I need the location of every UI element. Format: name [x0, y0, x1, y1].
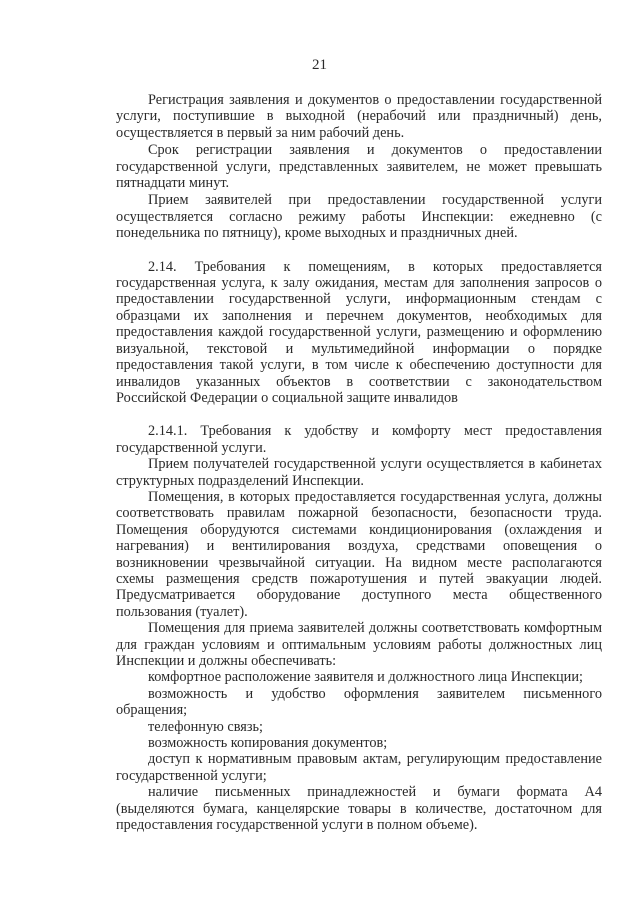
document-body	[116, 92, 602, 833]
paragraph-premises-provide: Помещения для приема заявителей должны соответствовать комфортным для граждан условиям и оптимальным условиям работы должностных лиц Инспекции и должны обеспечивать:	[116, 620, 602, 669]
paragraph-reception-offices: Прием получателей государственной услуги осуществляется в кабинетах структурных подразделений Инспекции.	[116, 456, 602, 489]
paragraph-registration-time: Срок регистрации заявления и документов о предоставлении государственной услуги, представленных заявителем, не может превышать пятнадцати минут.	[116, 142, 602, 192]
paragraph-premises-requirements: Помещения, в которых предоставляется государственная услуга, должны соответствовать правилам пожарной безопасности, безопасности труда. Помещения оборудуются системами кондиционирования (охлаждения и нагревания) и вентилирования воздуха, средствами оповещения о возникновении чрезвычайной ситуации. На видном месте располагаются схемы размещения средств пожаротушения и путей эвакуации людей. Предусматривается оборудование доступного места общественного пользования (туалет).	[116, 488, 602, 620]
paragraph-registration-weekend: Регистрация заявления и документов о предоставлении государственной услуги, поступившие в выходной (нерабочий или праздничный) день, осуществляется в первый за ним рабочий день.	[116, 92, 602, 141]
paragraph-reception-schedule: Прием заявителей при предоставлении государственной услуги осуществляется согласно режиму работы Инспекции: ежедневно (с понедельника по пятницу), кроме выходных и праздничных дней.	[116, 192, 602, 242]
list-item: телефонную связь;	[148, 718, 263, 735]
list-item: комфортное расположение заявителя и должностного лица Инспекции;	[148, 669, 583, 686]
list-item: доступ к нормативным правовым актам, регулирующим предоставление государственной услуги;	[116, 751, 602, 784]
section-2-14-heading: 2.14. Требования к помещениям, в которых предоставляется государственная услуга, к залу ожидания, местам для заполнения запросов о предоставлении государственной услуги, информационным стендам с образцами их заполнения и перечнем документов, необходимых для предоставления каждой государственной услуги, размещению и оформлению визуальной, текстовой и мультимедийной информации о порядке предоставления такой услуги, в том числе к обеспечению доступности для инвалидов указанных объектов в соответствии с законодательством Российской Федерации о социальной защите инвалидов	[116, 258, 602, 406]
list-item: возможность копирования документов;	[148, 735, 388, 752]
section-2-14-1-heading: 2.14.1. Требования к удобству и комфорту мест предоставления государственной услуги.	[116, 423, 602, 456]
list-item: наличие письменных принадлежностей и бумаги формата А4 (выделяются бумага, канцелярские товары в количестве, достаточном для предоставления государственной услуги в полном объеме).	[116, 784, 602, 834]
page-number: 21	[312, 57, 327, 73]
list-item: возможность и удобство оформления заявителем письменного обращения;	[116, 685, 602, 719]
